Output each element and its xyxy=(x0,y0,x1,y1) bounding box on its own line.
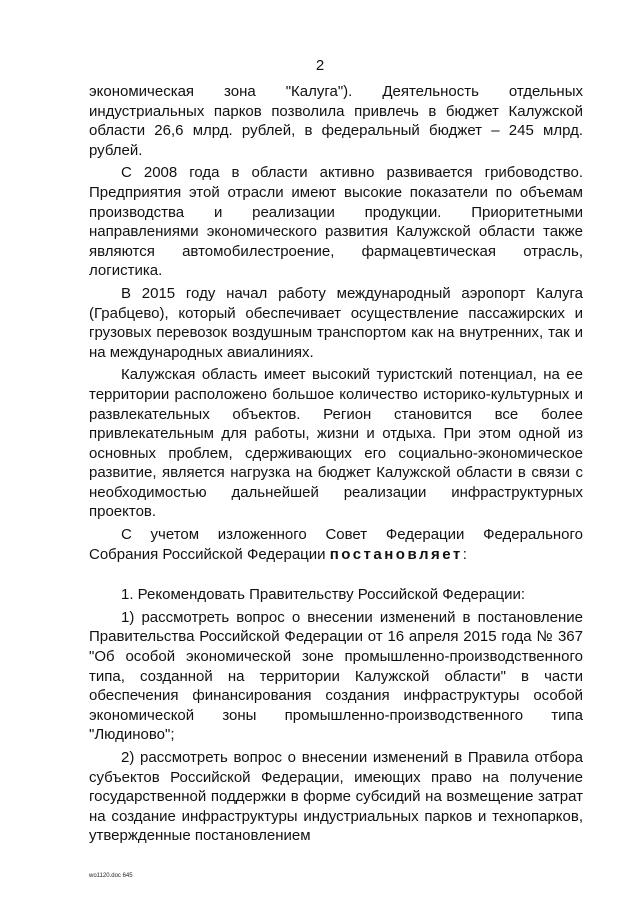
page-number: 2 xyxy=(315,57,325,74)
footer-file-code: wo1120.doc 645 xyxy=(89,873,133,879)
resolution-lead-text: С учетом изложенного Совет Федерации Федерального Собрания Российской Федерации xyxy=(89,526,583,563)
paragraph-resolution-intro xyxy=(89,525,583,564)
item-1-subitem-2: 2) рассмотреть вопрос о внесении изменений в Правила отбора субъектов Российской Федерации, имеющих право на получение государственной поддержки в форме субсидий на возмещение затрат на создание инфраструктуры индустриальных парков и технопарков, утвержденные постановлением xyxy=(89,749,583,845)
document-body xyxy=(89,82,583,849)
paragraph-special-economic-zone: экономическая зона "Калуга"). Деятельность отдельных индустриальных парков позволила привлечь в бюджет Калужской области 26,6 млрд. рублей, в федеральный бюджет – 245 млрд. рублей. xyxy=(89,83,583,159)
resolution-decree-word: постановляет xyxy=(329,545,463,563)
paragraph-mushroom-growing: С 2008 года в области активно развивается грибоводство. Предприятия этой отрасли имеют высокие показатели по объемам производства и реализации продукции. Приоритетными направлениями экономического развития Калужской области также являются автомобилестроение, фармацевтическая отрасль, логистика. xyxy=(89,164,583,280)
resolution-colon: : xyxy=(462,545,467,563)
item-1-subitem-1: 1) рассмотреть вопрос о внесении изменений в постановление Правительства Российской Федерации от 16 апреля 2015 года № 367 "Об особой экономической зоне промышленно-производственного типа, созданной на территории Калужской области" в части обеспечения финансирования создания инфраструктуры особой экономической зоны промышленно-производственного типа "Людиново"; xyxy=(89,608,583,744)
paragraph-airport: В 2015 году начал работу международный аэропорт Калуга (Грабцево), который обеспечивает осуществление пассажирских и грузовых перевозок воздушным транспортом как на внутренних, так и на международных авиалиниях. xyxy=(89,284,583,361)
paragraph-tourism: Калужская область имеет высокий туристский потенциал, на ее территории расположено большое количество историко-культурных и развлекательных объектов. Регион становится все более привлекательным для работы, жизни и отдыха. При этом одной из основных проблем, сдерживающих его социально-экономическое развитие, является нагрузка на бюджет Калужской области в связи с необходимостью дальнейшей реализации инфраструктурных проектов. xyxy=(89,366,583,521)
item-1-recommendation: 1. Рекомендовать Правительству Российской Федерации: xyxy=(121,586,526,604)
